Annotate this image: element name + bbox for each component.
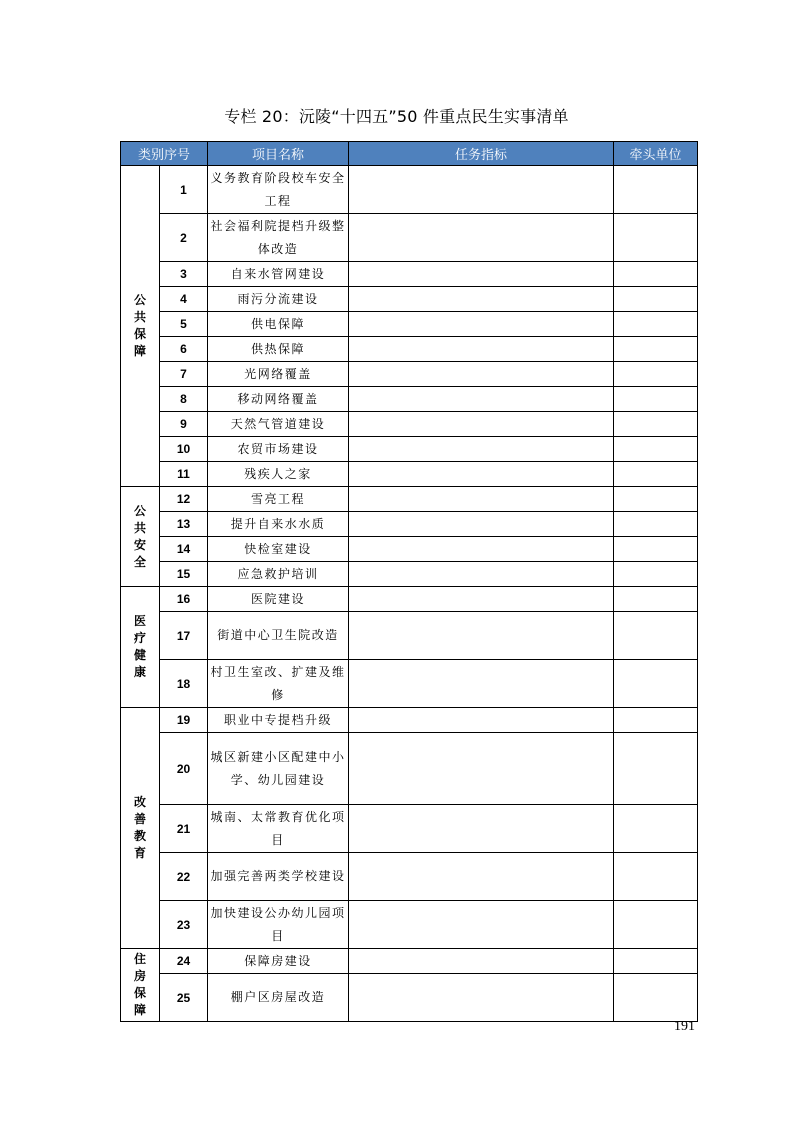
project-name: 城南、太常教育优化项目 xyxy=(208,805,349,853)
task-indicator-cell xyxy=(349,537,614,562)
item-number: 7 xyxy=(160,362,208,387)
project-name: 提升自来水水质 xyxy=(208,512,349,537)
task-indicator-cell xyxy=(349,362,614,387)
lead-unit-cell xyxy=(614,262,698,287)
item-number: 1 xyxy=(160,166,208,214)
table-row xyxy=(121,166,698,214)
project-name: 农贸市场建设 xyxy=(208,437,349,462)
table-row xyxy=(121,587,698,612)
table-row xyxy=(121,362,698,387)
task-indicator-cell xyxy=(349,660,614,708)
lead-unit-cell xyxy=(614,853,698,901)
task-indicator-cell xyxy=(349,853,614,901)
header-category: 类别序号 xyxy=(121,142,208,166)
table-row xyxy=(121,660,698,708)
task-indicator-cell xyxy=(349,166,614,214)
table-row xyxy=(121,214,698,262)
lead-unit-cell xyxy=(614,805,698,853)
lead-unit-cell xyxy=(614,708,698,733)
page-title: 专栏 20：沅陵“十四五”50 件重点民生实事清单 xyxy=(224,107,569,126)
lead-unit-cell xyxy=(614,214,698,262)
table-row xyxy=(121,262,698,287)
lead-unit-cell xyxy=(614,949,698,974)
task-indicator-cell xyxy=(349,412,614,437)
project-name: 移动网络覆盖 xyxy=(208,387,349,412)
category-cell xyxy=(121,487,160,587)
table-row xyxy=(121,487,698,512)
item-number: 12 xyxy=(160,487,208,512)
lead-unit-cell xyxy=(614,901,698,949)
table-row xyxy=(121,437,698,462)
project-name: 供电保障 xyxy=(208,312,349,337)
lead-unit-cell xyxy=(614,166,698,214)
task-indicator-cell xyxy=(349,262,614,287)
project-name: 义务教育阶段校车安全工程 xyxy=(208,166,349,214)
category-cell xyxy=(121,708,160,949)
item-number: 5 xyxy=(160,312,208,337)
item-number: 2 xyxy=(160,214,208,262)
project-table xyxy=(120,141,698,1022)
task-indicator-cell xyxy=(349,214,614,262)
table-row xyxy=(121,974,698,1022)
lead-unit-cell xyxy=(614,362,698,387)
item-number: 22 xyxy=(160,853,208,901)
lead-unit-cell xyxy=(614,733,698,805)
task-indicator-cell xyxy=(349,562,614,587)
item-number: 24 xyxy=(160,949,208,974)
task-indicator-cell xyxy=(349,901,614,949)
item-number: 3 xyxy=(160,262,208,287)
item-number: 14 xyxy=(160,537,208,562)
lead-unit-cell xyxy=(614,562,698,587)
project-name: 保障房建设 xyxy=(208,949,349,974)
project-name: 加强完善两类学校建设 xyxy=(208,853,349,901)
category-label: 医疗健康 xyxy=(133,614,146,679)
item-number: 8 xyxy=(160,387,208,412)
project-name: 职业中专提档升级 xyxy=(208,708,349,733)
table-row xyxy=(121,537,698,562)
page-number: 191 xyxy=(674,1019,695,1034)
table-row xyxy=(121,949,698,974)
project-name: 雪亮工程 xyxy=(208,487,349,512)
category-label: 改善教育 xyxy=(133,795,146,860)
task-indicator-cell xyxy=(349,949,614,974)
table-row xyxy=(121,901,698,949)
header-task-indicator: 任务指标 xyxy=(349,142,614,166)
category-label: 住房保障 xyxy=(133,952,146,1017)
item-number: 4 xyxy=(160,287,208,312)
table-row xyxy=(121,387,698,412)
table-row xyxy=(121,562,698,587)
item-number: 19 xyxy=(160,708,208,733)
project-name: 加快建设公办幼儿园项目 xyxy=(208,901,349,949)
project-name: 应急救护培训 xyxy=(208,562,349,587)
task-indicator-cell xyxy=(349,487,614,512)
project-name: 快检室建设 xyxy=(208,537,349,562)
task-indicator-cell xyxy=(349,612,614,660)
lead-unit-cell xyxy=(614,512,698,537)
lead-unit-cell xyxy=(614,487,698,512)
lead-unit-cell xyxy=(614,387,698,412)
item-number: 17 xyxy=(160,612,208,660)
category-cell xyxy=(121,949,160,1022)
table-row xyxy=(121,733,698,805)
item-number: 21 xyxy=(160,805,208,853)
project-name: 街道中心卫生院改造 xyxy=(208,612,349,660)
item-number: 16 xyxy=(160,587,208,612)
header-lead-unit: 牵头单位 xyxy=(614,142,698,166)
category-label: 公共保障 xyxy=(133,293,146,358)
project-name: 残疾人之家 xyxy=(208,462,349,487)
lead-unit-cell xyxy=(614,412,698,437)
table-row xyxy=(121,287,698,312)
project-name: 社会福利院提档升级整体改造 xyxy=(208,214,349,262)
table-row xyxy=(121,337,698,362)
task-indicator-cell xyxy=(349,512,614,537)
table-row xyxy=(121,612,698,660)
lead-unit-cell xyxy=(614,337,698,362)
item-number: 11 xyxy=(160,462,208,487)
table-row xyxy=(121,805,698,853)
project-name: 雨污分流建设 xyxy=(208,287,349,312)
category-cell xyxy=(121,587,160,708)
task-indicator-cell xyxy=(349,387,614,412)
lead-unit-cell xyxy=(614,974,698,1022)
task-indicator-cell xyxy=(349,337,614,362)
project-name: 城区新建小区配建中小学、幼儿园建设 xyxy=(208,733,349,805)
task-indicator-cell xyxy=(349,805,614,853)
table-row xyxy=(121,512,698,537)
table-header-row xyxy=(121,142,698,166)
lead-unit-cell xyxy=(614,587,698,612)
project-name: 供热保障 xyxy=(208,337,349,362)
item-number: 10 xyxy=(160,437,208,462)
item-number: 9 xyxy=(160,412,208,437)
task-indicator-cell xyxy=(349,974,614,1022)
task-indicator-cell xyxy=(349,708,614,733)
project-name: 医院建设 xyxy=(208,587,349,612)
table-row xyxy=(121,462,698,487)
lead-unit-cell xyxy=(614,537,698,562)
project-name: 天然气管道建设 xyxy=(208,412,349,437)
table-row xyxy=(121,312,698,337)
item-number: 20 xyxy=(160,733,208,805)
lead-unit-cell xyxy=(614,462,698,487)
lead-unit-cell xyxy=(614,612,698,660)
lead-unit-cell xyxy=(614,287,698,312)
category-cell xyxy=(121,166,160,487)
task-indicator-cell xyxy=(349,437,614,462)
item-number: 18 xyxy=(160,660,208,708)
item-number: 15 xyxy=(160,562,208,587)
project-name: 村卫生室改、扩建及维修 xyxy=(208,660,349,708)
table-row xyxy=(121,708,698,733)
table-body xyxy=(121,166,698,1022)
project-name: 光网络覆盖 xyxy=(208,362,349,387)
table-row xyxy=(121,853,698,901)
task-indicator-cell xyxy=(349,587,614,612)
item-number: 23 xyxy=(160,901,208,949)
project-name: 棚户区房屋改造 xyxy=(208,974,349,1022)
lead-unit-cell xyxy=(614,660,698,708)
project-name: 自来水管网建设 xyxy=(208,262,349,287)
lead-unit-cell xyxy=(614,437,698,462)
lead-unit-cell xyxy=(614,312,698,337)
category-label: 公共安全 xyxy=(133,503,146,569)
item-number: 25 xyxy=(160,974,208,1022)
task-indicator-cell xyxy=(349,462,614,487)
task-indicator-cell xyxy=(349,287,614,312)
header-project-name: 项目名称 xyxy=(208,142,349,166)
table-row xyxy=(121,412,698,437)
item-number: 13 xyxy=(160,512,208,537)
item-number: 6 xyxy=(160,337,208,362)
task-indicator-cell xyxy=(349,312,614,337)
task-indicator-cell xyxy=(349,733,614,805)
